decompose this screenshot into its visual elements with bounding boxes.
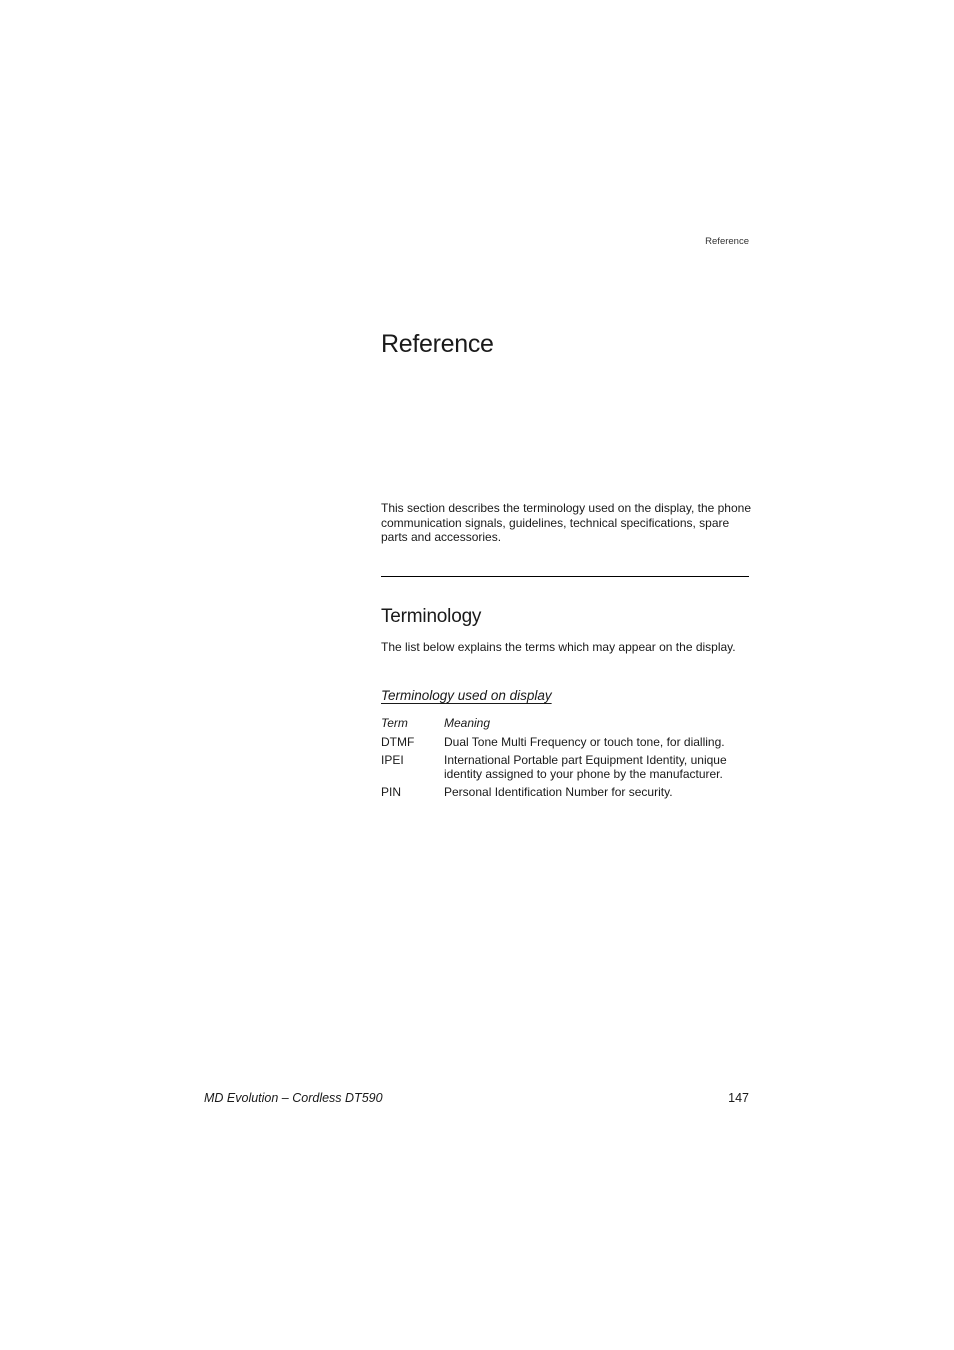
column-header-term: Term: [381, 716, 408, 730]
meaning-cell: Personal Identification Number for security.: [444, 785, 673, 799]
table-row: [381, 753, 753, 782]
section-lead: The list below explains the terms which may appear on the display.: [381, 640, 736, 654]
meaning-cell: Dual Tone Multi Frequency or touch tone, for dialling.: [444, 734, 725, 749]
section-divider: [381, 576, 749, 577]
section-title: Terminology: [381, 606, 482, 627]
term-cell: DTMF: [381, 734, 415, 749]
column-header-meaning: Meaning: [444, 716, 491, 730]
table-header-row: [381, 716, 753, 731]
running-header: Reference: [705, 236, 749, 247]
table-row: [381, 785, 753, 800]
chapter-title: Reference: [381, 330, 494, 358]
term-cell: IPEI: [381, 752, 404, 767]
meaning-cell: International Portable part Equipment Identity, unique identity assigned to your phone by the manufacturer.: [444, 752, 727, 781]
terminology-table: [381, 716, 753, 803]
term-cell: PIN: [381, 785, 402, 799]
chapter-intro: This section describes the terminology used on the display, the phone communication signals, guidelines, technical specifications, spare parts and accessories.: [381, 501, 751, 544]
page-number: 147: [728, 1091, 749, 1105]
footer-document-title: MD Evolution – Cordless DT590: [204, 1091, 383, 1105]
subsection-title: Terminology used on display: [381, 688, 552, 703]
table-row: [381, 735, 753, 750]
